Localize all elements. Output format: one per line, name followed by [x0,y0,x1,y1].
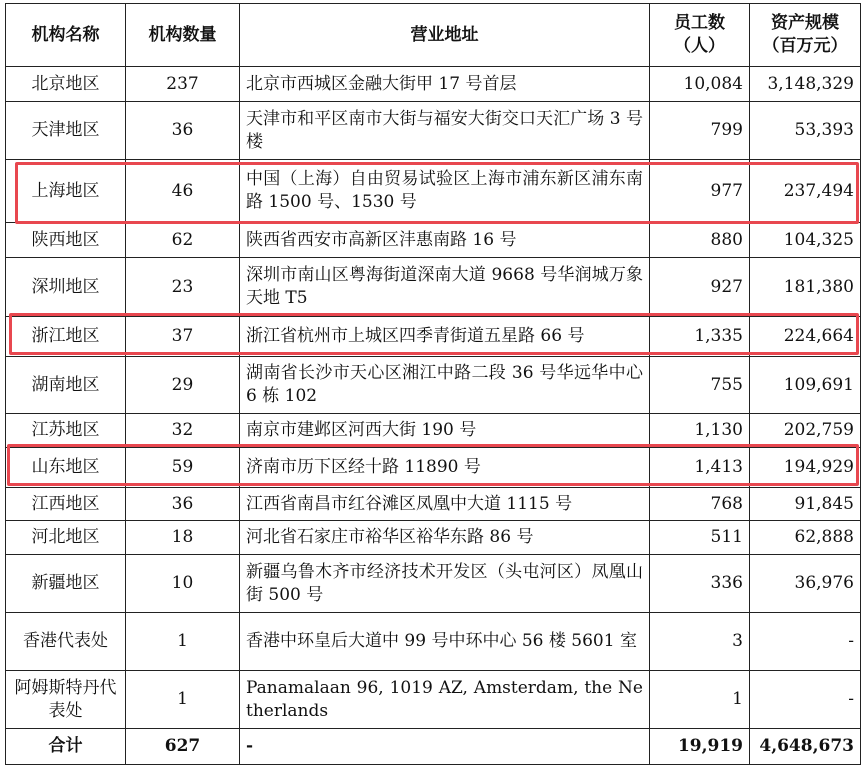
cell-count: 1 [126,613,240,671]
header-staff-line1: 员工数 [674,13,725,33]
total-count: 627 [126,729,240,765]
cell-count: 18 [126,521,240,555]
header-staff [650,4,750,67]
cell-staff: 1,413 [650,448,750,488]
header-address: 营业地址 [240,4,650,67]
cell-count: 36 [126,488,240,521]
cell-address: 南京市建邺区河西大街 190 号 [240,414,650,448]
cell-address: 中国（上海）自由贸易试验区上海市浦东新区浦东南路 1500 号、1530 号 [240,160,650,223]
cell-assets: 91,845 [750,488,861,521]
cell-count: 32 [126,414,240,448]
cell-assets: 36,976 [750,555,861,613]
table-row [6,223,861,258]
cell-count: 37 [126,317,240,357]
cell-staff: 336 [650,555,750,613]
table-row [6,521,861,555]
cell-name: 江苏地区 [6,414,126,448]
cell-count: 46 [126,160,240,223]
cell-address: 河北省石家庄市裕华区裕华东路 86 号 [240,521,650,555]
total-address: - [240,729,650,765]
table-row [6,160,861,223]
cell-address: 浙江省杭州市上城区四季青街道五星路 66 号 [240,317,650,357]
cell-count: 1 [126,671,240,729]
cell-name: 浙江地区 [6,317,126,357]
cell-assets: 3,148,329 [750,67,861,102]
cell-name: 天津地区 [6,102,126,160]
header-assets [750,4,861,67]
cell-assets: 224,664 [750,317,861,357]
table-row [6,448,861,488]
table-row [6,414,861,448]
header-assets-line1: 资产规模 [771,13,839,33]
cell-staff: 1,130 [650,414,750,448]
branch-table [5,3,861,765]
cell-staff: 880 [650,223,750,258]
cell-assets: 194,929 [750,448,861,488]
table-row [6,357,861,414]
cell-address: 陕西省西安市高新区沣惠南路 16 号 [240,223,650,258]
total-row [6,729,861,765]
cell-address: Panamalaan 96, 1019 AZ, Amsterdam, the Netherlands [240,671,650,729]
cell-staff: 1 [650,671,750,729]
cell-name: 北京地区 [6,67,126,102]
cell-assets: - [750,613,861,671]
cell-count: 59 [126,448,240,488]
cell-address: 济南市历下区经十路 11890 号 [240,448,650,488]
cell-name: 湖南地区 [6,357,126,414]
cell-assets: 104,325 [750,223,861,258]
cell-address: 天津市和平区南市大街与福安大街交口天汇广场 3 号楼 [240,102,650,160]
cell-assets: 202,759 [750,414,861,448]
cell-staff: 511 [650,521,750,555]
table-row [6,488,861,521]
cell-staff: 799 [650,102,750,160]
cell-assets: - [750,671,861,729]
table-row [6,555,861,613]
header-name: 机构名称 [6,4,126,67]
cell-count: 10 [126,555,240,613]
table-row [6,67,861,102]
cell-staff: 977 [650,160,750,223]
cell-count: 29 [126,357,240,414]
cell-staff: 927 [650,258,750,317]
cell-assets: 53,393 [750,102,861,160]
cell-name: 陕西地区 [6,223,126,258]
cell-assets: 181,380 [750,258,861,317]
header-assets-line2: （百万元） [762,36,848,56]
total-staff: 19,919 [650,729,750,765]
cell-address: 湖南省长沙市天心区湘江中路二段 36 号华远华中心 6 栋 102 [240,357,650,414]
cell-name: 阿姆斯特丹代表处 [6,671,126,729]
table-row [6,102,861,160]
cell-staff: 3 [650,613,750,671]
header-staff-line2: （人） [674,36,725,56]
table-row [6,258,861,317]
cell-address: 香港中环皇后大道中 99 号中环中心 56 楼 5601 室 [240,613,650,671]
header-count: 机构数量 [126,4,240,67]
cell-name: 深圳地区 [6,258,126,317]
cell-name: 山东地区 [6,448,126,488]
cell-count: 237 [126,67,240,102]
cell-staff: 1,335 [650,317,750,357]
cell-address: 深圳市南山区粤海街道深南大道 9668 号华润城万象天地 T5 [240,258,650,317]
cell-staff: 768 [650,488,750,521]
cell-assets: 237,494 [750,160,861,223]
table-row [6,317,861,357]
cell-name: 香港代表处 [6,613,126,671]
cell-assets: 109,691 [750,357,861,414]
cell-address: 新疆乌鲁木齐市经济技术开发区（头屯河区）凤凰山街 500 号 [240,555,650,613]
cell-address: 北京市西城区金融大街甲 17 号首层 [240,67,650,102]
cell-count: 36 [126,102,240,160]
table-row [6,671,861,729]
cell-name: 江西地区 [6,488,126,521]
cell-count: 62 [126,223,240,258]
cell-name: 河北地区 [6,521,126,555]
cell-staff: 755 [650,357,750,414]
cell-staff: 10,084 [650,67,750,102]
table-row [6,613,861,671]
total-name: 合计 [6,729,126,765]
total-assets: 4,648,673 [750,729,861,765]
cell-name: 新疆地区 [6,555,126,613]
cell-assets: 62,888 [750,521,861,555]
cell-address: 江西省南昌市红谷滩区凤凰中大道 1115 号 [240,488,650,521]
header-row [6,4,861,67]
cell-name: 上海地区 [6,160,126,223]
cell-count: 23 [126,258,240,317]
